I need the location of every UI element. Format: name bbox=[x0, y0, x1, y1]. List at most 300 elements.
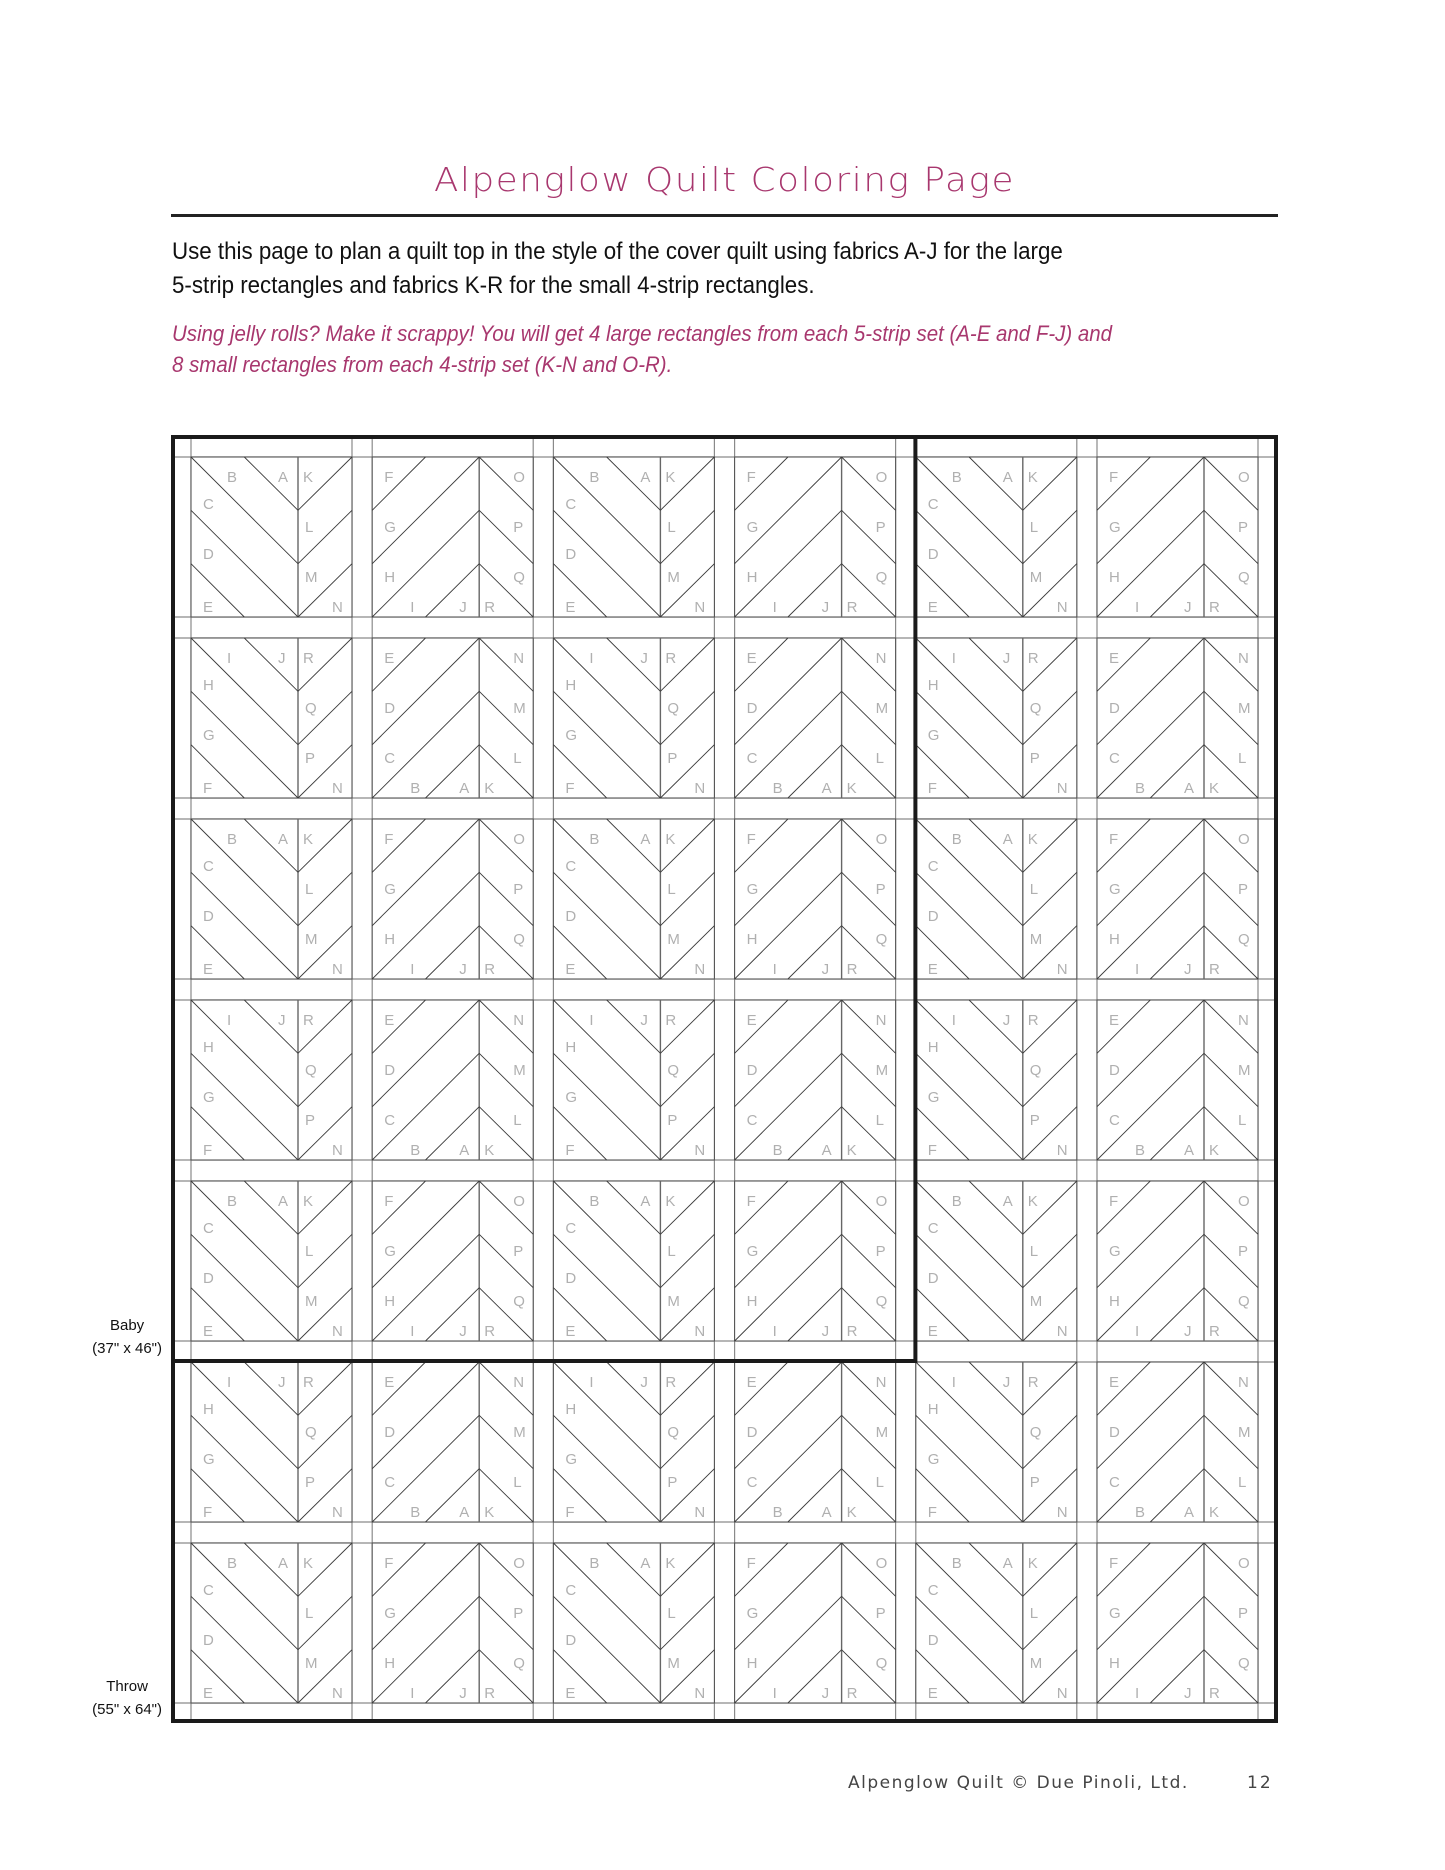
fabric-label: R bbox=[846, 599, 858, 616]
fabric-label: O bbox=[513, 1193, 525, 1210]
quilt-block[interactable] bbox=[916, 457, 1077, 617]
fabric-label: I bbox=[772, 1685, 777, 1702]
fabric-label: J bbox=[640, 1012, 648, 1029]
fabric-label: L bbox=[667, 519, 676, 536]
fabric-label: P bbox=[667, 1112, 678, 1129]
fabric-label: A bbox=[1002, 1193, 1013, 1210]
fabric-label: P bbox=[513, 1243, 524, 1260]
quilt-block[interactable] bbox=[191, 638, 352, 798]
fabric-label: A bbox=[640, 831, 651, 848]
fabric-label: C bbox=[1109, 1474, 1120, 1491]
fabric-label: Q bbox=[305, 1062, 317, 1079]
fabric-label: D bbox=[565, 908, 577, 925]
fabric-label: C bbox=[927, 1220, 939, 1237]
quilt-block[interactable] bbox=[553, 457, 714, 617]
fabric-label: O bbox=[875, 1555, 888, 1572]
fabric-label: C bbox=[565, 496, 577, 513]
fabric-label: M bbox=[1029, 569, 1043, 586]
fabric-label: E bbox=[927, 1685, 938, 1702]
fabric-label: A bbox=[1184, 780, 1195, 797]
fabric-label: G bbox=[384, 1243, 396, 1260]
quilt-block[interactable] bbox=[553, 638, 714, 798]
fabric-label: R bbox=[1027, 650, 1039, 667]
fabric-label: M bbox=[875, 700, 889, 717]
fabric-label: A bbox=[1002, 1555, 1013, 1572]
fabric-label: G bbox=[565, 1451, 578, 1468]
fabric-label: G bbox=[746, 1243, 759, 1260]
fabric-label: G bbox=[565, 727, 578, 744]
fabric-label: G bbox=[565, 1089, 578, 1106]
fabric-label: L bbox=[1029, 1243, 1039, 1260]
fabric-label: L bbox=[1029, 1605, 1039, 1622]
fabric-label: Q bbox=[875, 931, 888, 948]
fabric-label: B bbox=[1135, 1504, 1146, 1521]
fabric-label: H bbox=[746, 1655, 758, 1672]
fabric-label: C bbox=[746, 1112, 758, 1129]
fabric-label: B bbox=[227, 469, 238, 486]
fabric-label: G bbox=[203, 1089, 215, 1106]
fabric-label: R bbox=[303, 1374, 314, 1391]
fabric-label: C bbox=[1109, 750, 1120, 767]
fabric-label: A bbox=[278, 1193, 289, 1210]
fabric-label: P bbox=[1029, 750, 1040, 767]
fabric-label: H bbox=[203, 1401, 214, 1418]
footer-credit: Alpenglow Quilt © Due Pinoli, Ltd. bbox=[848, 1773, 1189, 1793]
fabric-label: J bbox=[821, 961, 830, 978]
fabric-label: M bbox=[305, 1655, 318, 1672]
fabric-label: E bbox=[203, 1323, 214, 1340]
fabric-label: C bbox=[746, 750, 758, 767]
fabric-label: M bbox=[875, 1424, 889, 1441]
fabric-label: E bbox=[203, 961, 214, 978]
fabric-label: H bbox=[565, 677, 577, 694]
fabric-label: K bbox=[484, 780, 495, 797]
fabric-label: P bbox=[1238, 881, 1249, 898]
quilt-block[interactable] bbox=[916, 1000, 1077, 1160]
fabric-label: E bbox=[927, 1323, 938, 1340]
fabric-label: L bbox=[1238, 1112, 1247, 1129]
fabric-label: G bbox=[1109, 1243, 1121, 1260]
fabric-label: Q bbox=[875, 1293, 888, 1310]
fabric-label: P bbox=[1238, 519, 1249, 536]
quilt-block[interactable] bbox=[1097, 638, 1258, 798]
fabric-label: F bbox=[746, 469, 756, 486]
fabric-label: G bbox=[746, 519, 759, 536]
fabric-label: E bbox=[384, 1012, 395, 1029]
fabric-label: B bbox=[589, 1193, 600, 1210]
fabric-label: I bbox=[227, 1374, 232, 1391]
fabric-label: E bbox=[746, 1012, 757, 1029]
fabric-label: K bbox=[303, 831, 314, 848]
fabric-label: B bbox=[1135, 780, 1146, 797]
fabric-label: N bbox=[694, 1323, 706, 1340]
fabric-label: B bbox=[410, 1504, 421, 1521]
fabric-label: Q bbox=[1238, 1655, 1250, 1672]
fabric-label: D bbox=[927, 1270, 939, 1287]
fabric-label: N bbox=[1056, 599, 1068, 616]
quilt-block[interactable] bbox=[735, 1000, 896, 1160]
fabric-label: P bbox=[305, 1112, 316, 1129]
fabric-label: Q bbox=[667, 1424, 680, 1441]
fabric-label: M bbox=[667, 1655, 680, 1672]
fabric-label: N bbox=[332, 780, 343, 797]
fabric-label: M bbox=[513, 1062, 526, 1079]
quilt-block[interactable] bbox=[1097, 1543, 1258, 1703]
fabric-label: L bbox=[1029, 519, 1039, 536]
fabric-label: A bbox=[640, 1193, 651, 1210]
fabric-label: F bbox=[565, 1504, 575, 1521]
quilt-block[interactable] bbox=[372, 638, 533, 798]
fabric-label: P bbox=[513, 881, 524, 898]
fabric-label: G bbox=[927, 727, 940, 744]
fabric-label: H bbox=[384, 1655, 396, 1672]
fabric-label: F bbox=[746, 831, 756, 848]
fabric-label: A bbox=[459, 1142, 470, 1159]
fabric-label: N bbox=[1056, 1685, 1068, 1702]
throw-size-label bbox=[92, 1675, 162, 1721]
fabric-label: K bbox=[846, 780, 857, 797]
fabric-label: H bbox=[384, 1293, 396, 1310]
fabric-label: Q bbox=[875, 1655, 888, 1672]
fabric-label: M bbox=[1238, 1062, 1251, 1079]
fabric-label: A bbox=[821, 1504, 832, 1521]
fabric-label: N bbox=[694, 961, 706, 978]
quilt-block[interactable] bbox=[191, 1000, 352, 1160]
fabric-label: E bbox=[565, 1323, 576, 1340]
fabric-label: G bbox=[384, 881, 396, 898]
page-number: 12 bbox=[1247, 1773, 1273, 1793]
fabric-label: J bbox=[821, 599, 830, 616]
fabric-label: M bbox=[513, 700, 526, 717]
quilt-block[interactable] bbox=[916, 1543, 1077, 1703]
fabric-label: H bbox=[1109, 1655, 1120, 1672]
fabric-label: H bbox=[927, 677, 939, 694]
fabric-label: R bbox=[484, 1685, 496, 1702]
fabric-label: E bbox=[1109, 1374, 1120, 1391]
fabric-label: H bbox=[927, 1039, 939, 1056]
quilt-block[interactable] bbox=[372, 1362, 533, 1522]
fabric-label: K bbox=[665, 1555, 676, 1572]
fabric-label: F bbox=[384, 469, 394, 486]
fabric-label: E bbox=[1109, 1012, 1120, 1029]
fabric-label: Q bbox=[1029, 700, 1042, 717]
fabric-label: Q bbox=[1238, 931, 1250, 948]
fabric-label: A bbox=[278, 831, 289, 848]
fabric-label: K bbox=[1027, 831, 1038, 848]
fabric-label: J bbox=[821, 1685, 830, 1702]
quilt-block[interactable] bbox=[735, 819, 896, 979]
fabric-label: Q bbox=[667, 1062, 680, 1079]
quilt-block[interactable] bbox=[553, 1000, 714, 1160]
fabric-label: O bbox=[1238, 1555, 1250, 1572]
fabric-label: C bbox=[384, 1112, 396, 1129]
fabric-label: R bbox=[665, 1012, 677, 1029]
fabric-label: I bbox=[772, 599, 777, 616]
quilt-block[interactable] bbox=[372, 819, 533, 979]
quilt-block[interactable] bbox=[735, 1362, 896, 1522]
fabric-label: L bbox=[875, 1474, 884, 1491]
quilt-block[interactable] bbox=[735, 638, 896, 798]
fabric-label: N bbox=[1056, 1323, 1068, 1340]
fabric-label: M bbox=[1029, 1293, 1043, 1310]
fabric-label: J bbox=[459, 1323, 467, 1340]
fabric-label: J bbox=[1184, 961, 1192, 978]
fabric-label: H bbox=[746, 931, 758, 948]
fabric-label: G bbox=[1109, 1605, 1121, 1622]
fabric-label: M bbox=[667, 1293, 680, 1310]
fabric-label: H bbox=[746, 1293, 758, 1310]
quilt-block[interactable] bbox=[916, 819, 1077, 979]
fabric-label: M bbox=[305, 1293, 318, 1310]
fabric-label: P bbox=[1029, 1474, 1040, 1491]
fabric-label: I bbox=[1135, 599, 1140, 616]
fabric-label: G bbox=[384, 1605, 396, 1622]
fabric-label: J bbox=[278, 650, 286, 667]
fabric-label: P bbox=[305, 1474, 316, 1491]
fabric-label: D bbox=[927, 908, 939, 925]
fabric-label: K bbox=[665, 831, 676, 848]
instructions-line: Use this page to plan a quilt top in the style of the cover quilt using fabrics A-J for the large bbox=[172, 238, 1063, 265]
fabric-label: L bbox=[1238, 750, 1247, 767]
fabric-label: O bbox=[1238, 469, 1250, 486]
quilt-block[interactable] bbox=[1097, 1362, 1258, 1522]
fabric-label: L bbox=[305, 1605, 314, 1622]
fabric-label: A bbox=[1184, 1504, 1195, 1521]
fabric-label: N bbox=[332, 961, 343, 978]
fabric-label: H bbox=[384, 931, 396, 948]
fabric-label: I bbox=[589, 650, 594, 667]
fabric-label: B bbox=[410, 780, 421, 797]
fabric-label: D bbox=[746, 1424, 758, 1441]
fabric-label: G bbox=[927, 1089, 940, 1106]
fabric-label: K bbox=[1027, 1193, 1038, 1210]
quilt-block[interactable] bbox=[1097, 819, 1258, 979]
fabric-label: A bbox=[821, 1142, 832, 1159]
quilt-block[interactable] bbox=[191, 1543, 352, 1703]
fabric-label: R bbox=[484, 1323, 496, 1340]
fabric-label: O bbox=[875, 1193, 888, 1210]
quilt-block[interactable] bbox=[372, 1543, 533, 1703]
fabric-label: D bbox=[565, 1632, 577, 1649]
fabric-label: C bbox=[203, 858, 214, 875]
fabric-label: I bbox=[410, 599, 415, 616]
fabric-label: Q bbox=[305, 700, 317, 717]
fabric-label: B bbox=[772, 780, 783, 797]
fabric-label: R bbox=[1209, 1323, 1220, 1340]
fabric-label: D bbox=[1109, 700, 1120, 717]
fabric-label: H bbox=[1109, 931, 1120, 948]
fabric-label: I bbox=[1135, 1323, 1140, 1340]
fabric-label: O bbox=[513, 469, 525, 486]
fabric-label: R bbox=[484, 961, 496, 978]
fabric-label: N bbox=[332, 599, 343, 616]
quilt-block[interactable] bbox=[191, 1181, 352, 1341]
fabric-label: B bbox=[589, 1555, 600, 1572]
fabric-label: J bbox=[1002, 1012, 1011, 1029]
fabric-label: B bbox=[951, 1193, 962, 1210]
fabric-label: E bbox=[565, 1685, 576, 1702]
fabric-label: K bbox=[303, 469, 314, 486]
quilt-block[interactable] bbox=[1097, 1000, 1258, 1160]
fabric-label: G bbox=[927, 1451, 940, 1468]
quilt-block[interactable] bbox=[372, 1000, 533, 1160]
fabric-label: R bbox=[484, 599, 496, 616]
fabric-label: N bbox=[513, 1374, 525, 1391]
fabric-label: Q bbox=[513, 1293, 525, 1310]
fabric-label: L bbox=[305, 881, 314, 898]
fabric-label: P bbox=[513, 1605, 524, 1622]
quilt-block[interactable] bbox=[916, 638, 1077, 798]
fabric-label: Q bbox=[875, 569, 888, 586]
fabric-label: I bbox=[951, 1374, 956, 1391]
quilt-block[interactable] bbox=[553, 1543, 714, 1703]
quilt-block[interactable] bbox=[553, 1181, 714, 1341]
quilt-block[interactable] bbox=[191, 1362, 352, 1522]
fabric-label: P bbox=[513, 519, 524, 536]
fabric-label: J bbox=[1184, 1323, 1192, 1340]
fabric-label: H bbox=[203, 677, 214, 694]
fabric-label: N bbox=[694, 1142, 706, 1159]
fabric-label: C bbox=[927, 1582, 939, 1599]
fabric-label: Q bbox=[1029, 1424, 1042, 1441]
fabric-label: A bbox=[459, 780, 470, 797]
fabric-label: R bbox=[846, 1323, 858, 1340]
fabric-label: K bbox=[484, 1504, 495, 1521]
fabric-label: N bbox=[1056, 1142, 1068, 1159]
fabric-label: L bbox=[667, 881, 676, 898]
quilt-block[interactable] bbox=[1097, 457, 1258, 617]
fabric-label: B bbox=[1135, 1142, 1146, 1159]
quilt-block[interactable] bbox=[1097, 1181, 1258, 1341]
fabric-label: E bbox=[203, 599, 214, 616]
fabric-label: I bbox=[589, 1012, 594, 1029]
fabric-label: Q bbox=[1238, 1293, 1250, 1310]
fabric-label: E bbox=[384, 1374, 395, 1391]
fabric-label: F bbox=[203, 1504, 213, 1521]
quilt-block[interactable] bbox=[735, 457, 896, 617]
fabric-label: B bbox=[772, 1504, 783, 1521]
fabric-label: N bbox=[694, 1685, 706, 1702]
fabric-label: C bbox=[565, 858, 577, 875]
fabric-label: F bbox=[565, 780, 575, 797]
fabric-label: J bbox=[459, 1685, 467, 1702]
fabric-label: N bbox=[513, 650, 525, 667]
fabric-label: M bbox=[1029, 1655, 1043, 1672]
fabric-label: R bbox=[846, 961, 858, 978]
fabric-label: Q bbox=[513, 931, 525, 948]
quilt-block[interactable] bbox=[735, 1543, 896, 1703]
fabric-label: Q bbox=[305, 1424, 317, 1441]
quilt-block[interactable] bbox=[372, 1181, 533, 1341]
fabric-label: N bbox=[694, 599, 706, 616]
fabric-label: D bbox=[746, 700, 758, 717]
fabric-label: P bbox=[305, 750, 316, 767]
fabric-label: R bbox=[1027, 1012, 1039, 1029]
fabric-label: F bbox=[203, 780, 213, 797]
fabric-label: A bbox=[821, 780, 832, 797]
tip-line: 8 small rectangles from each 4-strip set (K-N and O-R). bbox=[172, 352, 673, 377]
quilt-block[interactable] bbox=[191, 457, 352, 617]
fabric-label: L bbox=[513, 1112, 522, 1129]
fabric-label: L bbox=[667, 1605, 676, 1622]
fabric-label: A bbox=[1184, 1142, 1195, 1159]
fabric-label: A bbox=[278, 469, 289, 486]
fabric-label: O bbox=[875, 831, 888, 848]
fabric-label: P bbox=[667, 750, 678, 767]
fabric-label: F bbox=[1109, 1555, 1119, 1572]
fabric-label: L bbox=[1238, 1474, 1247, 1491]
fabric-label: N bbox=[875, 650, 887, 667]
fabric-label: J bbox=[640, 1374, 648, 1391]
fabric-label: P bbox=[875, 881, 886, 898]
fabric-label: N bbox=[1056, 961, 1068, 978]
fabric-label: I bbox=[1135, 961, 1140, 978]
fabric-label: J bbox=[278, 1012, 286, 1029]
fabric-label: L bbox=[513, 1474, 522, 1491]
fabric-label: F bbox=[384, 831, 394, 848]
fabric-label: N bbox=[875, 1374, 887, 1391]
fabric-label: N bbox=[513, 1012, 525, 1029]
fabric-label: C bbox=[203, 1582, 214, 1599]
fabric-label: J bbox=[1184, 1685, 1192, 1702]
fabric-label: M bbox=[1029, 931, 1043, 948]
fabric-label: I bbox=[589, 1374, 594, 1391]
quilt-block[interactable] bbox=[191, 819, 352, 979]
fabric-label: H bbox=[565, 1401, 577, 1418]
fabric-label: G bbox=[203, 1451, 215, 1468]
fabric-label: F bbox=[384, 1193, 394, 1210]
fabric-label: K bbox=[1027, 469, 1038, 486]
fabric-label: F bbox=[203, 1142, 213, 1159]
quilt-block[interactable] bbox=[735, 1181, 896, 1341]
fabric-label: G bbox=[203, 727, 215, 744]
fabric-label: R bbox=[1209, 1685, 1220, 1702]
fabric-label: D bbox=[203, 908, 214, 925]
fabric-label: P bbox=[1238, 1605, 1249, 1622]
fabric-label: F bbox=[1109, 469, 1119, 486]
fabric-label: B bbox=[227, 831, 238, 848]
fabric-label: N bbox=[1238, 1374, 1249, 1391]
fabric-label: A bbox=[1002, 469, 1013, 486]
fabric-label: R bbox=[1027, 1374, 1039, 1391]
fabric-label: D bbox=[384, 1424, 396, 1441]
fabric-label: E bbox=[203, 1685, 214, 1702]
fabric-label: D bbox=[384, 700, 396, 717]
quilt-block[interactable] bbox=[372, 457, 533, 617]
fabric-label: F bbox=[1109, 831, 1119, 848]
fabric-label: D bbox=[203, 1632, 214, 1649]
fabric-label: L bbox=[513, 750, 522, 767]
quilt-block[interactable] bbox=[553, 819, 714, 979]
fabric-label: B bbox=[951, 1555, 962, 1572]
fabric-label: B bbox=[227, 1193, 238, 1210]
fabric-label: C bbox=[203, 496, 214, 513]
fabric-label: F bbox=[927, 1504, 937, 1521]
fabric-label: I bbox=[227, 1012, 232, 1029]
fabric-label: A bbox=[640, 469, 651, 486]
throw-label-dims: (55" x 64") bbox=[92, 1701, 162, 1718]
fabric-label: F bbox=[1109, 1193, 1119, 1210]
fabric-label: N bbox=[1238, 650, 1249, 667]
quilt-block[interactable] bbox=[916, 1362, 1077, 1522]
fabric-label: K bbox=[665, 469, 676, 486]
fabric-label: D bbox=[1109, 1062, 1120, 1079]
fabric-label: M bbox=[875, 1062, 889, 1079]
fabric-label: R bbox=[1209, 961, 1220, 978]
fabric-label: D bbox=[565, 1270, 577, 1287]
quilt-block[interactable] bbox=[553, 1362, 714, 1522]
quilt-block[interactable] bbox=[916, 1181, 1077, 1341]
